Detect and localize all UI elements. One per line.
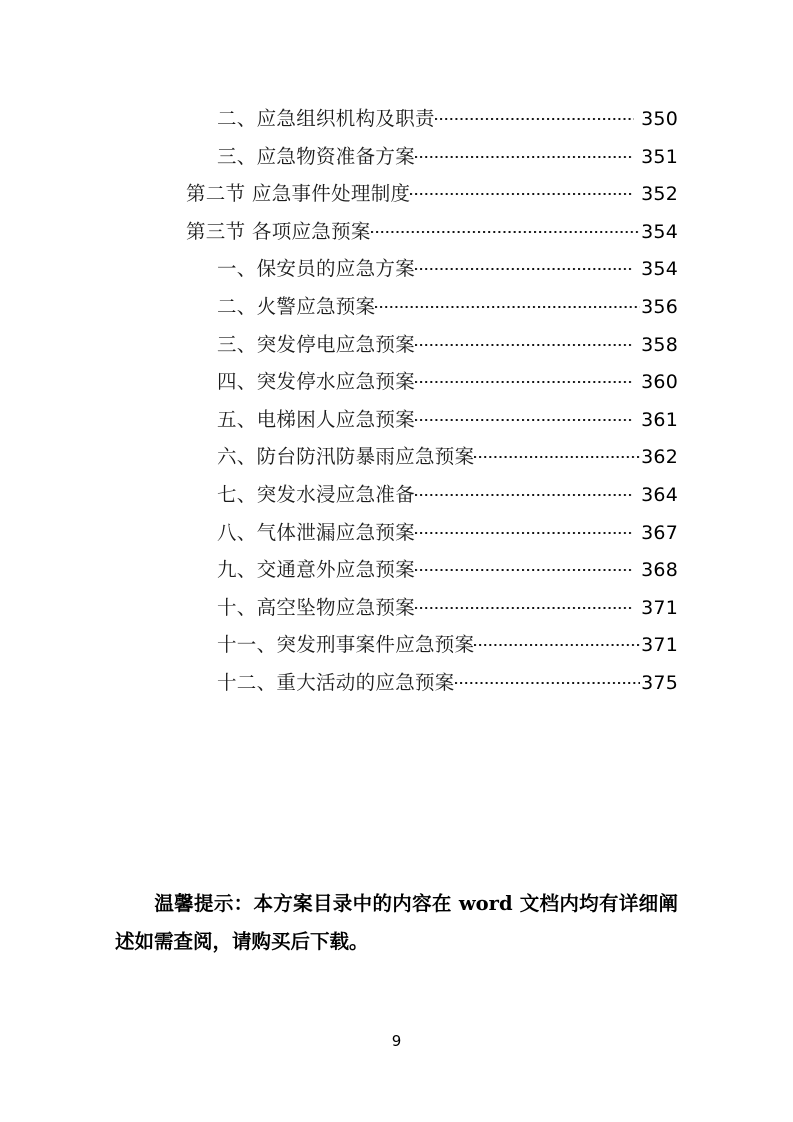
toc-entry-page-number: 352 [641, 183, 678, 206]
toc-entry[interactable] [115, 514, 678, 552]
toc-entry-label: 八、气体泄漏应急预案 [217, 520, 416, 544]
toc-entry-page-number: 360 [641, 371, 678, 394]
toc-entry[interactable] [115, 138, 678, 176]
note-line1-suffix: 文档内均有详细阐述如 [115, 892, 678, 953]
toc-dot-leader [415, 256, 634, 276]
toc-dot-leader [435, 106, 634, 126]
toc-dot-leader [375, 293, 640, 313]
toc-entry-label: 十二、重大活动的应急预案 [217, 670, 455, 694]
toc-entry-label: 二、火警应急预案 [217, 294, 376, 318]
toc-entry-page-number: 356 [641, 295, 678, 318]
toc-entry[interactable] [115, 363, 678, 401]
toc-entry-page-number: 361 [641, 408, 678, 431]
toc-entry-page-number: 358 [641, 333, 678, 356]
toc-entry-page-number: 354 [641, 258, 678, 281]
toc-entry[interactable] [115, 213, 678, 251]
toc-entry-page-number: 371 [641, 596, 678, 619]
toc-entry-page-number: 364 [641, 483, 678, 506]
toc-entry[interactable] [115, 250, 678, 288]
toc-entry[interactable] [115, 626, 678, 664]
toc-dot-leader [415, 331, 634, 351]
note-line2: 需查阅，请购买后下载。 [154, 929, 369, 953]
toc-entry-page-number: 350 [641, 108, 678, 130]
toc-entry-page-number: 362 [641, 446, 678, 469]
toc-entry-page-number: 351 [641, 145, 678, 168]
toc-dot-leader [474, 632, 640, 652]
toc-entry-label: 九、交通意外应急预案 [217, 558, 416, 582]
toc-dot-leader [415, 143, 634, 163]
toc-entry-label: 三、应急物资准备方案 [217, 144, 416, 168]
toc-dot-leader [474, 444, 640, 464]
toc-entry-page-number: 368 [641, 559, 678, 582]
toc-entry-page-number: 375 [641, 671, 678, 694]
toc-dot-leader [371, 218, 640, 238]
footer-note [115, 885, 678, 960]
toc-dot-leader [415, 557, 634, 577]
toc-dot-leader [410, 181, 634, 201]
toc-entry-label: 十一、突发刑事案件应急预案 [217, 633, 475, 657]
toc-entry-label: 七、突发水浸应急准备 [217, 482, 416, 506]
toc-dot-leader [415, 594, 634, 614]
toc-entry-page-number: 354 [641, 220, 678, 243]
toc-entry-label: 五、电梯困人应急预案 [217, 407, 416, 431]
toc-entry[interactable] [115, 589, 678, 627]
toc-entry[interactable] [115, 175, 678, 213]
toc-entry[interactable] [115, 288, 678, 326]
toc-entry-label: 六、防台防汛防暴雨应急预案 [217, 445, 475, 469]
toc-entry-label: 二、应急组织机构及职责 [217, 107, 435, 130]
toc-entry-page-number: 371 [641, 634, 678, 657]
toc-entry-label: 第二节 应急事件处理制度 [186, 182, 411, 206]
note-line1-english: word [458, 892, 513, 915]
toc-dot-leader [415, 481, 634, 501]
page-number: 9 [391, 1032, 402, 1050]
toc-entry[interactable] [115, 551, 678, 589]
toc-dot-leader [455, 669, 640, 689]
toc-entry-label: 一、保安员的应急方案 [217, 257, 416, 281]
toc-dot-leader [415, 406, 634, 426]
toc-entry[interactable] [115, 326, 678, 364]
toc-dot-leader [415, 519, 634, 539]
toc-entry[interactable] [115, 476, 678, 514]
toc-entry-label: 十、高空坠物应急预案 [217, 595, 416, 619]
table-of-contents [115, 100, 678, 702]
toc-entry[interactable] [115, 401, 678, 439]
toc-entry[interactable] [115, 438, 678, 476]
toc-entry-page-number: 367 [641, 521, 678, 544]
toc-entry-label: 第三节 各项应急预案 [186, 219, 371, 243]
toc-entry[interactable] [115, 100, 678, 138]
toc-dot-leader [415, 369, 634, 389]
toc-entry-label: 四、突发停水应急预案 [217, 370, 416, 394]
toc-entry[interactable] [115, 664, 678, 702]
note-line1-prefix: 温馨提示：本方案目录中的内容在 [154, 892, 459, 915]
toc-entry-label: 三、突发停电应急预案 [217, 332, 416, 356]
